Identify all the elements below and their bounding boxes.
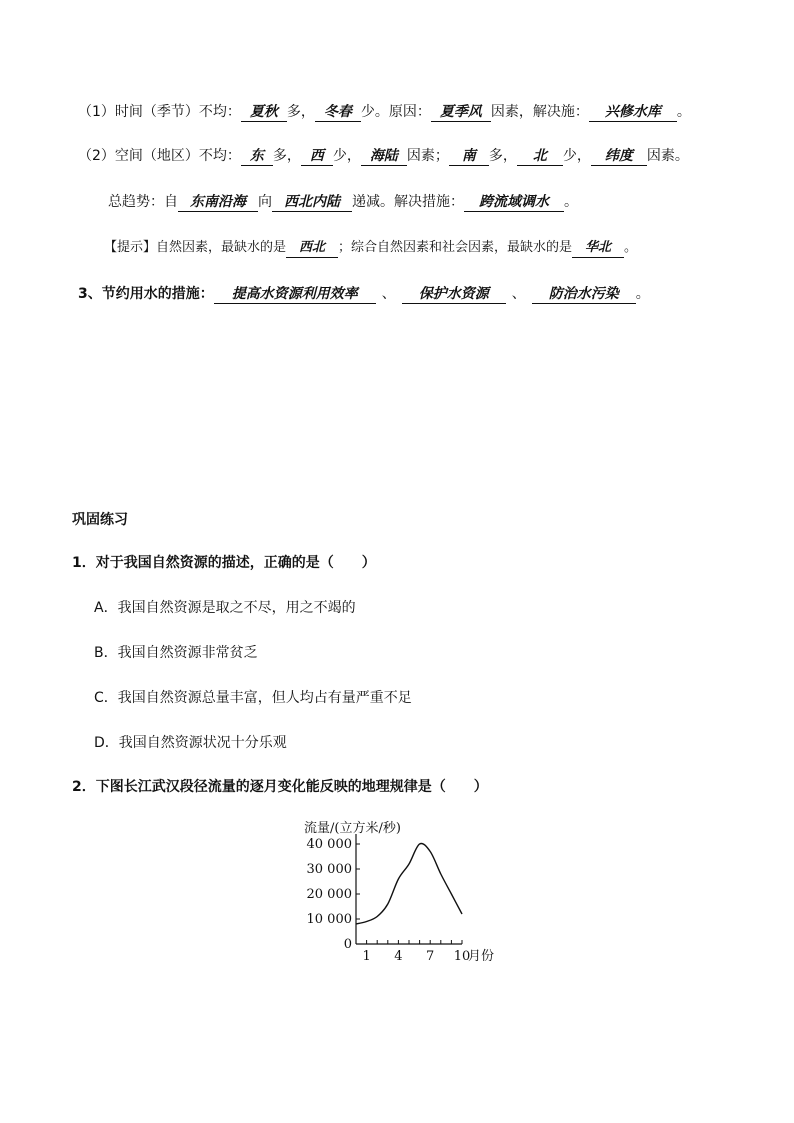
text-period: 。 bbox=[564, 194, 578, 210]
blank-north: 北 bbox=[517, 147, 563, 166]
time-uneven-prefix: （1）时间（季节）不均： bbox=[78, 104, 241, 120]
text-less-2: 少， bbox=[562, 148, 591, 164]
x-tick-label: 4 bbox=[394, 949, 403, 964]
blank-winter-spring: 冬春 bbox=[315, 103, 361, 122]
exercise-heading: 巩固练习 bbox=[72, 512, 128, 528]
blank-summer-monsoon: 夏季风 bbox=[431, 103, 491, 122]
text-more: 多， bbox=[286, 104, 315, 120]
q1-option-a[interactable]: A．我国自然资源是取之不尽，用之不竭的 bbox=[94, 600, 356, 616]
blank-west: 西 bbox=[301, 147, 333, 166]
saving-line bbox=[78, 284, 650, 304]
blank-prevent-pollution: 防治水污染 bbox=[532, 285, 636, 304]
series-line-runoff bbox=[356, 843, 462, 924]
blank-latitude: 纬度 bbox=[591, 147, 647, 166]
space-uneven-line bbox=[78, 146, 689, 166]
blank-northwest: 西北 bbox=[286, 239, 338, 258]
text-period: 。 bbox=[676, 104, 691, 120]
text-period: 。 bbox=[624, 240, 638, 255]
text-decrease-solution: 递减。解决措施： bbox=[352, 194, 464, 210]
q2-stem: 2．下图长江武汉段径流量的逐月变化能反映的地理规律是（ ） bbox=[72, 779, 488, 795]
text-period: 。 bbox=[635, 286, 650, 302]
saving-prefix: 3、节约用水的措施： bbox=[78, 286, 214, 302]
blank-southeast-coast: 东南沿海 bbox=[178, 193, 258, 212]
q1-option-d[interactable]: D．我国自然资源状况十分乐观 bbox=[94, 735, 287, 751]
x-tick-label: 10 bbox=[453, 949, 471, 964]
blank-summer-autumn: 夏秋 bbox=[241, 103, 287, 122]
text-more-2: 多， bbox=[488, 148, 517, 164]
trend-prefix: 总趋势：自 bbox=[108, 194, 178, 210]
text-to: 向 bbox=[258, 194, 272, 210]
y-tick-label: 40 000 bbox=[306, 837, 352, 852]
x-tick-label: 1 bbox=[362, 949, 371, 964]
y-tick-label: 0 bbox=[343, 937, 352, 952]
text-more: 多， bbox=[272, 148, 301, 164]
runoff-chart bbox=[296, 812, 496, 972]
blank-northwest-inland: 西北内陆 bbox=[272, 193, 352, 212]
x-tick-label: 7 bbox=[426, 949, 435, 964]
text-factor: 因素； bbox=[406, 148, 449, 164]
hint-middle: ；综合自然因素和社会因素，最缺水的是 bbox=[338, 240, 573, 255]
blank-water-transfer: 跨流域调水 bbox=[464, 193, 564, 212]
y-tick-label: 10 000 bbox=[306, 912, 352, 927]
text-less-reason: 少。原因： bbox=[360, 104, 431, 120]
text-factor-2: 因素。 bbox=[646, 148, 689, 164]
text-less: 少， bbox=[332, 148, 361, 164]
y-axis-label: 流量/(立方米/秒) bbox=[304, 821, 401, 836]
blank-build-reservoir: 兴修水库 bbox=[589, 103, 677, 122]
trend-line bbox=[108, 192, 578, 212]
hint-line bbox=[104, 238, 637, 258]
text-factor-solution: 因素，解决施： bbox=[490, 104, 589, 120]
blank-protect-water: 保护水资源 bbox=[402, 285, 506, 304]
q1-stem: 1．对于我国自然资源的描述，正确的是（ ） bbox=[72, 555, 376, 571]
y-tick-label: 30 000 bbox=[306, 862, 352, 877]
y-tick-label: 20 000 bbox=[306, 887, 352, 902]
x-axis-unit-label: 月份 bbox=[468, 949, 495, 964]
blank-east: 东 bbox=[241, 147, 273, 166]
text-comma-2: 、 bbox=[511, 286, 526, 302]
space-uneven-prefix: （2）空间（地区）不均： bbox=[78, 148, 241, 164]
blank-land-sea: 海陆 bbox=[361, 147, 407, 166]
blank-north-china: 华北 bbox=[572, 239, 624, 258]
text-comma: 、 bbox=[381, 286, 396, 302]
blank-south: 南 bbox=[449, 147, 489, 166]
blank-improve-efficiency: 提高水资源利用效率 bbox=[214, 285, 376, 304]
q1-option-c[interactable]: C．我国自然资源总量丰富，但人均占有量严重不足 bbox=[94, 690, 412, 706]
q1-option-b[interactable]: B．我国自然资源非常贫乏 bbox=[94, 645, 258, 661]
time-uneven-line bbox=[78, 102, 691, 122]
hint-prefix: 【提示】自然因素，最缺水的是 bbox=[104, 240, 287, 255]
